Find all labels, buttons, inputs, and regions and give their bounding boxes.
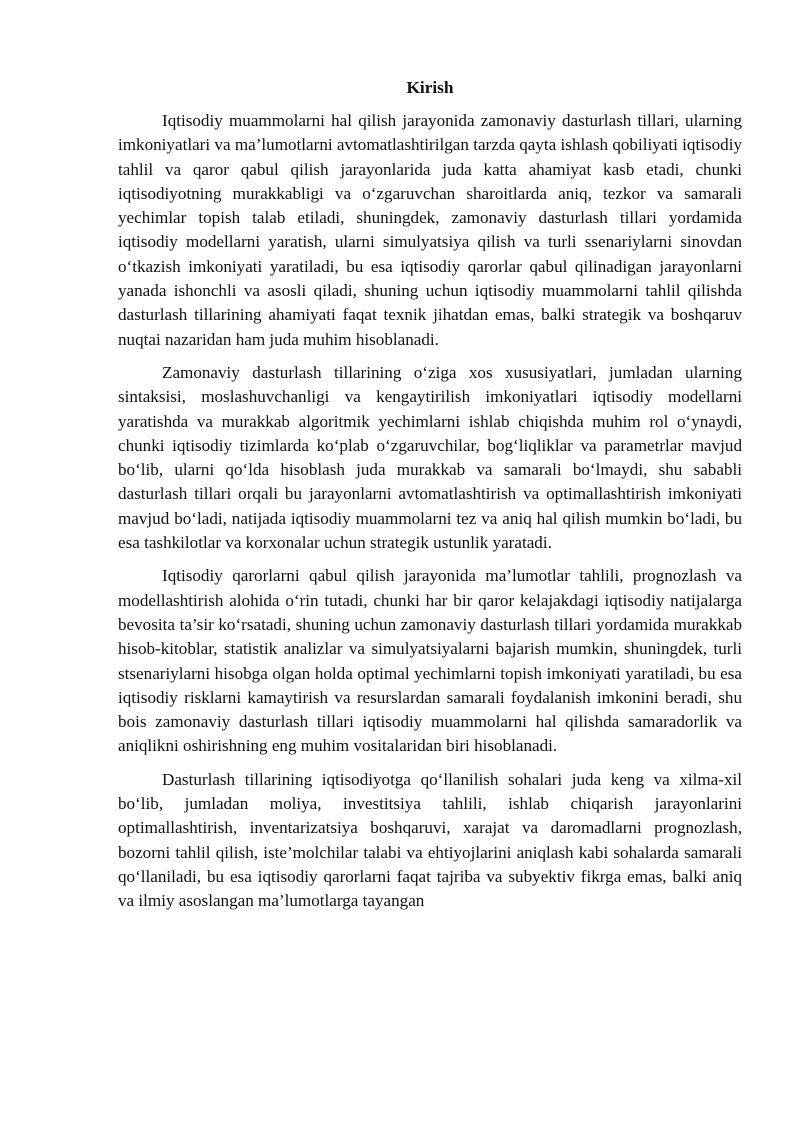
paragraph-3: Iqtisodiy qarorlarni qabul qilish jarayonida ma’lumotlar tahlili, prognozlash va modellashtirish alohida o‘rin tutadi, chunki har bir qaror kelajakdagi iqtisodiy natijalarga bevosita ta’sir ko‘rsatadi, shuning uchun zamonaviy dasturlash tillari yordamida murakkab hisob-kitoblar, statistik analizlar va simulyatsiyalarni bajarish mumkin, shuningdek, turli stsenariylarni hisobga olgan holda optimal yechimlarni topish imkoniyati yaratiladi, bu esa iqtisodiy risklarni kamaytirish va resurslardan samarali foydalanish imkonini beradi, shu bois zamonaviy dasturlash tillari iqtisodiy muammolarni hal qilishda samaradorlik va aniqlikni oshirishning eng muhim vositalaridan biri hisoblanadi. <box>118 566 742 756</box>
paragraph-1: Iqtisodiy muammolarni hal qilish jarayonida zamonaviy dasturlash tillari, ularning imkoniyatlari va ma’lumotlarni avtomatlashtirilgan tarzda qayta ishlash qobiliyati iqtisodiy tahlil va qaror qabul qilish jarayonlarida juda katta ahamiyat kasb etadi, chunki iqtisodiyotning murakkabligi va o‘zgaruvchan sharoitlarda aniq, tezkor va samarali yechimlar topish talab etiladi, shuningdek, zamonaviy dasturlash tillari yordamida iqtisodiy modellarni yaratish, ularni simulyatsiya qilish va turli ssenariylarni sinovdan o‘tkazish imkoniyati yaratiladi, bu esa iqtisodiy qarorlar qabul qilinadigan jarayonlarni yanada ishonchli va asosli qiladi, shuning uchun iqtisodiy muammolarni tahlil qilishda dasturlash tillarining ahamiyati faqat texnik jihatdan emas, balki strategik va boshqaruv nuqtai nazaridan ham juda muhim hisoblanadi. <box>118 111 742 349</box>
section-title: Kirish <box>406 78 454 97</box>
paragraph-4: Dasturlash tillarining iqtisodiyotga qo‘llanilish sohalari juda keng va xilma-xil bo‘lib, jumladan moliya, investitsiya tahlili, ishlab chiqarish jarayonlarini optimallashtirish, inventarizatsiya boshqaruvi, xarajat va daromadlarni prognozlash, bozorni tahlil qilish, iste’molchilar talabi va ehtiyojlarini aniqlash kabi sohalarda samarali qo‘llaniladi, bu esa iqtisodiy qarorlarni faqat tajriba va subyektiv fikrga emas, balki aniq va ilmiy asoslangan ma’lumotlarga tayangan <box>118 769 742 911</box>
document-body <box>118 76 742 923</box>
paragraph-2: Zamonaviy dasturlash tillarining o‘ziga xos xususiyatlari, jumladan ularning sintaksisi, moslashuvchanligi va kengaytirilish imkoniyatlari iqtisodiy modellarni yaratishda va murakkab algoritmik yechimlarni ishlab chiqishda muhim rol o‘ynaydi, chunki iqtisodiy tizimlarda ko‘plab o‘zgaruvchilar, bog‘liqliklar va parametrlar mavjud bo‘lib, ularni qo‘lda hisoblash juda murakkab va samarali bo‘lmaydi, shu sababli dasturlash tillari orqali bu jarayonlarni avtomatlashtirish va optimallashtirish imkoniyati mavjud bo‘ladi, natijada iqtisodiy muammolarni tez va aniq hal qilish mumkin bo‘ladi, bu esa tashkilotlar va korxonalar uchun strategik ustunlik yaratadi. <box>118 362 742 553</box>
